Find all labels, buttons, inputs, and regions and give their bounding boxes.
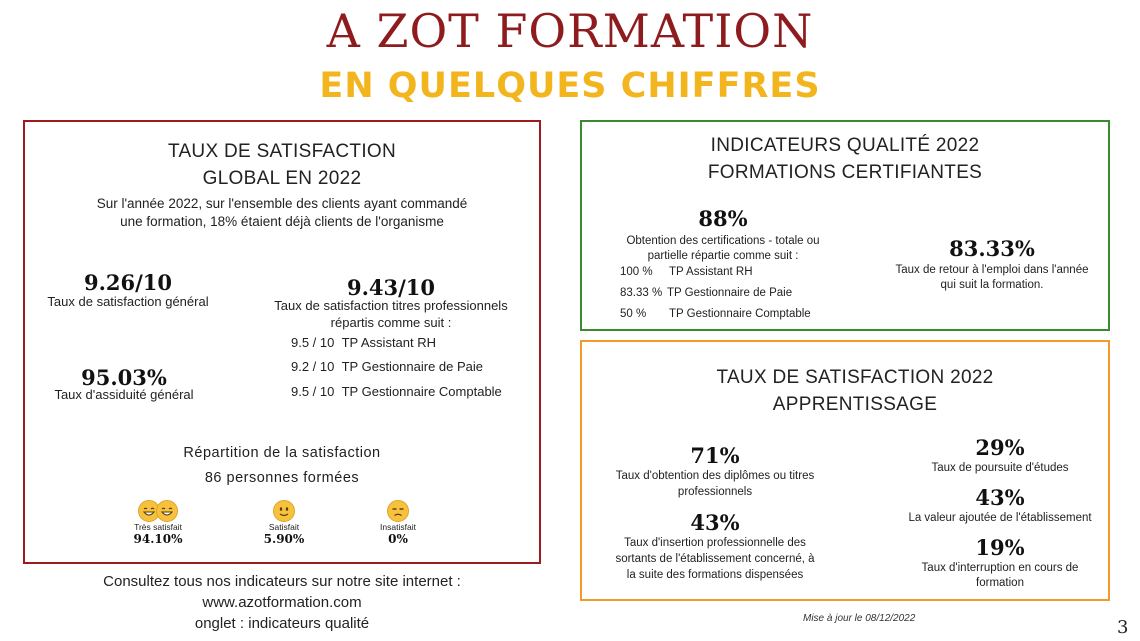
employment-label-line2: qui suit la formation.: [940, 279, 1044, 291]
cert-row-pct: 50 %: [620, 308, 647, 320]
titles-satisfaction-label-line1: Taux de satisfaction titres professionnels: [274, 298, 508, 313]
added-value-label: La valeur ajoutée de l'établissement: [908, 512, 1092, 524]
titles-row-score: 9.2 / 10: [291, 359, 335, 374]
quality-heading-main: INDICATEURS QUALITÉ: [710, 135, 931, 156]
interruption-label-line2: formation: [976, 577, 1024, 589]
distribution-value: 0%: [388, 532, 408, 546]
added-value-value: 43%: [975, 485, 1025, 510]
distribution-title: Répartition de la satisfaction: [183, 445, 381, 461]
page-number: 3: [1117, 617, 1129, 638]
diploma-label-line2: professionnels: [677, 486, 753, 498]
certification-label-line1: Obtention des certifications - totale ou: [626, 235, 820, 247]
titles-satisfaction-label-line2: répartis comme suit :: [330, 315, 452, 330]
satisfaction-heading-line1: TAUX DE SATISFACTION: [167, 141, 397, 162]
attendance-value: 95.03%: [81, 365, 167, 390]
titles-row-score: 9.5 / 10: [291, 335, 335, 350]
apprenticeship-heading-line2: APPRENTISSAGE: [772, 394, 938, 415]
cert-row-pct: 83.33 %: [620, 287, 663, 299]
distribution-item-unsatisfied: [358, 500, 438, 546]
distribution-subtitle: 86 personnes formées: [204, 470, 360, 486]
grinning-face-icon: [118, 500, 198, 522]
titles-row-name: TP Gestionnaire Comptable: [341, 384, 502, 399]
cert-row-name: TP Assistant RH: [669, 266, 753, 278]
titles-row-score: 9.5 / 10: [291, 384, 335, 399]
insertion-label-line2: sortants de l'établissement concerné, à: [615, 553, 815, 565]
update-date: Mise à jour le 08/12/2022: [803, 613, 916, 624]
intro-line2: une formation, 18% étaient déjà clients de l'organisme: [120, 214, 444, 229]
studies-label: Taux de poursuite d'études: [931, 462, 1069, 474]
distribution-item-satisfied: [244, 500, 324, 546]
slight-smile-icon: [273, 500, 295, 522]
cert-row-name: TP Gestionnaire Comptable: [669, 308, 811, 320]
cert-row-pct: 100 %: [620, 266, 653, 278]
apprenticeship-heading-main: TAUX DE SATISFACTION: [716, 367, 945, 388]
distribution-label: Très satisfait: [134, 522, 182, 532]
quality-heading-year: 2022: [930, 135, 980, 156]
unamused-face-icon-wrap: [358, 500, 438, 522]
apprenticeship-heading-line1: [580, 367, 1130, 389]
page-title: A ZOT FORMATION: [326, 4, 814, 58]
footer-line3: onglet : indicateurs qualité: [194, 615, 370, 632]
certification-value: 88%: [698, 206, 748, 231]
distribution-value: 94.10%: [133, 532, 183, 546]
distribution-value: 5.90%: [263, 532, 305, 546]
titles-row-name: TP Gestionnaire de Paie: [341, 359, 484, 374]
attendance-label: Taux d'assiduité général: [54, 387, 194, 402]
insertion-label-line3: la suite des formations dispensées: [626, 569, 804, 581]
cert-row-name: TP Gestionnaire de Paie: [667, 287, 793, 299]
titles-satisfaction-value: 9.43/10: [346, 275, 436, 300]
titles-row: [291, 359, 483, 374]
page-subtitle: EN QUELQUES CHIFFRES: [319, 66, 821, 106]
titles-row: [291, 384, 502, 399]
distribution-item-very-satisfied: [118, 500, 198, 546]
certification-label-line2: partielle répartie comme suit :: [647, 250, 799, 262]
quality-heading-line2: FORMATIONS CERTIFIANTES: [707, 162, 983, 183]
titles-row-name: TP Assistant RH: [341, 335, 437, 350]
apprenticeship-heading-year: 2022: [944, 367, 994, 388]
website-link[interactable]: www.azotformation.com: [202, 594, 362, 611]
intro-line1: Sur l'année 2022, sur l'ensemble des clients ayant commandé: [96, 196, 468, 211]
satisfaction-heading-line2: [23, 168, 541, 190]
satisfaction-heading-bold: GLOBAL: [202, 168, 280, 189]
insertion-label-line1: Taux d'insertion professionnelle des: [624, 537, 806, 549]
studies-value: 29%: [975, 435, 1025, 460]
employment-label-line1: Taux de retour à l'emploi dans l'année: [895, 264, 1089, 276]
diploma-value: 71%: [690, 443, 740, 468]
general-satisfaction-value: 9.26/10: [83, 270, 173, 295]
diploma-label-line1: Taux d'obtention des diplômes ou titres: [615, 470, 815, 482]
distribution-label: Insatisfait: [380, 522, 416, 532]
distribution-label: Satisfait: [268, 522, 300, 532]
grinning-face-icon: [156, 500, 178, 522]
interruption-label-line1: Taux d'interruption en cours de: [921, 562, 1079, 574]
insertion-value: 43%: [690, 510, 740, 535]
slight-smile-icon-wrap: [244, 500, 324, 522]
titles-row: [291, 335, 436, 350]
quality-heading-line1: [580, 135, 1110, 157]
footer-line1: Consultez tous nos indicateurs sur notre site internet :: [103, 573, 461, 590]
interruption-value: 19%: [975, 535, 1025, 560]
satisfaction-heading-year: EN 2022: [279, 168, 362, 189]
unamused-face-icon: [387, 500, 409, 522]
general-satisfaction-label: Taux de satisfaction général: [47, 294, 209, 309]
employment-value: 83.33%: [949, 236, 1035, 261]
